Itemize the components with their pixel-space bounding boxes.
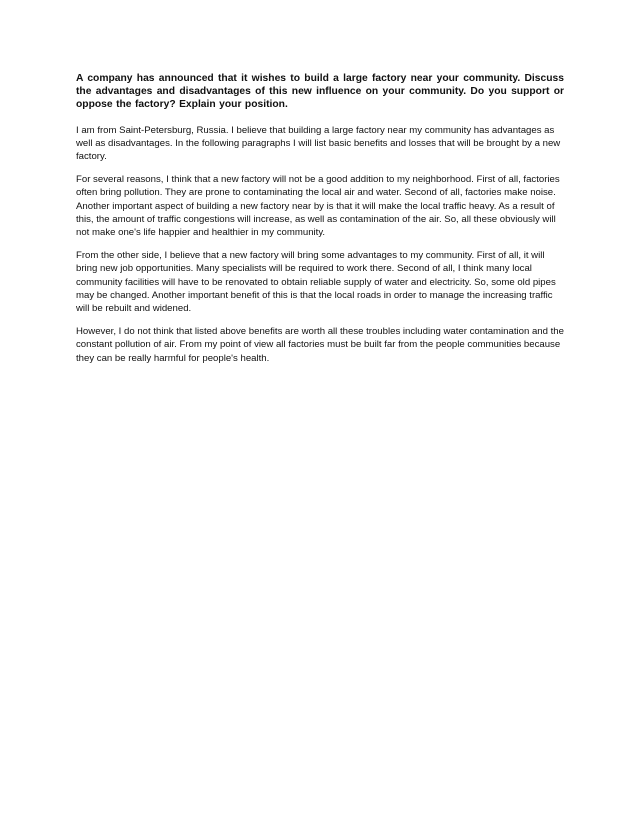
essay-paragraph-disadvantages: For several reasons, I think that a new factory will not be a good addition to my neighborhood. First of all, factories often bring pollution. They are prone to contaminating the local air and water. Second of all, factories make noise. Another important aspect of building a new factory near by is that it will make the local traffic heavy. As a result of this, the amount of traffic congestions will increase, as well as contamination of the air. So, all these obviously will not make one's life happier and healthier in my community. (76, 174, 560, 239)
essay-prompt: A company has announced that it wishes to build a large factory near your community. Discuss the advantages and disadvantages of this new influence on your community. Do you support or oppose the factory? Explain your position. (76, 73, 564, 111)
essay-page (76, 72, 564, 375)
essay-paragraph-advantages: From the other side, I believe that a new factory will bring some advantages to my community. First of all, it will bring new job opportunities. Many specialists will be required to work there. Second of all, I think many local community facilities will have to be renovated to obtain reliable supply of water and electricity. So, some old pipes may be changed. Another important benefit of this is that the local roads in order to manage the increasing traffic will be rebuilt and widened. (76, 250, 556, 315)
essay-paragraph-conclusion: However, I do not think that listed above benefits are worth all these troubles including water contamination and the constant pollution of air. From my point of view all factories must be built far from the people communities because they can be really harmful for people's health. (76, 326, 564, 364)
essay-paragraph-introduction: I am from Saint-Petersburg, Russia. I believe that building a large factory near my community has advantages as well as disadvantages. In the following paragraphs I will list basic benefits and losses that will be brought by a new factory. (76, 124, 561, 163)
